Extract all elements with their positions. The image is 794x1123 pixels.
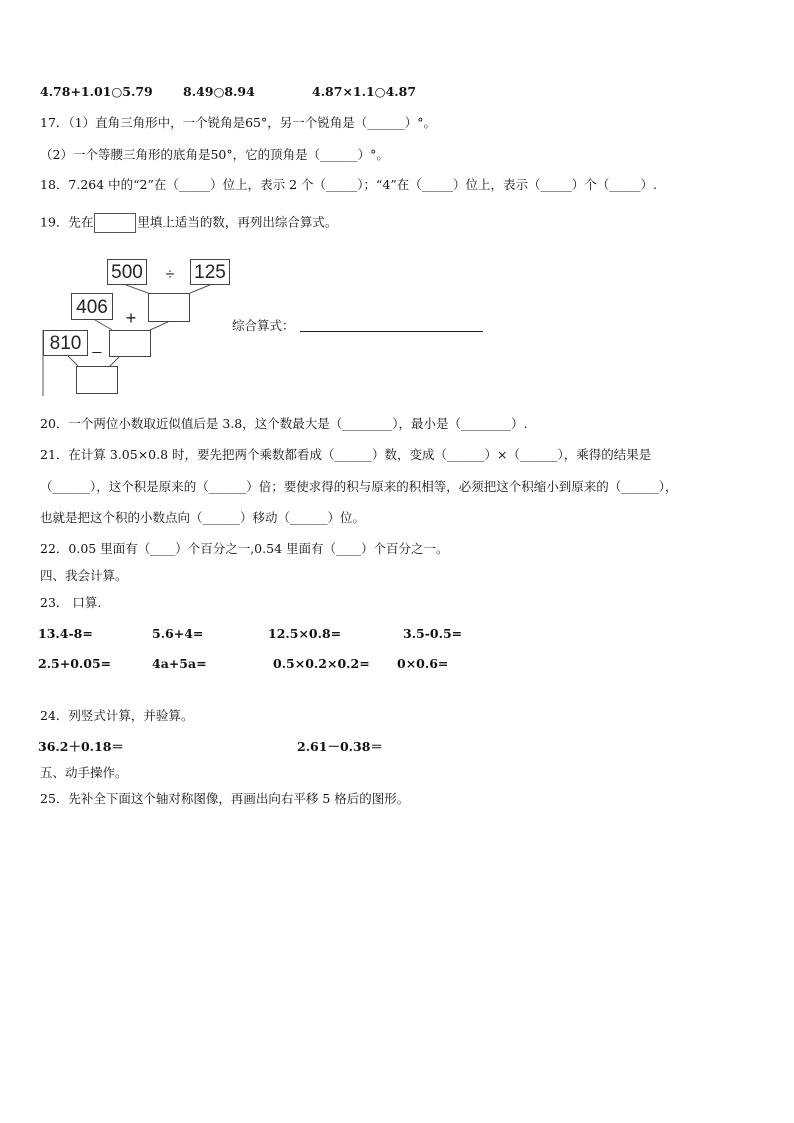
calculation-tree-lines <box>0 0 794 420</box>
question-22: 22．0.05 里面有（____）个百分之一,0.54 里面有（____）个百分之一。 <box>40 541 449 556</box>
vertical-calc-2: 2.61－0.38＝ <box>297 739 383 754</box>
mental-calc-1: 13.4-8= <box>38 626 93 641</box>
number-box-810: 810 <box>43 330 88 356</box>
section-5-title: 五、动手操作。 <box>40 765 128 780</box>
vertical-calc-1: 36.2＋0.18＝ <box>38 739 124 754</box>
question-21-line-1: 21．在计算 3.05×0.8 时，要先把两个乘数都看成（______）数，变成（______）×（______），乘得的结果是 <box>40 447 652 462</box>
mental-calc-4: 3.5-0.5= <box>403 626 463 641</box>
question-23-title: 23． 口算. <box>40 595 102 610</box>
formula-label: 综合算式： <box>232 318 295 333</box>
compare-expr-2: 8.49○8.94 <box>183 84 255 99</box>
formula-answer-line[interactable] <box>300 331 483 332</box>
section-4-title: 四、我会计算。 <box>40 568 128 583</box>
mental-calc-7: 0.5×0.2×0.2= <box>273 656 370 671</box>
question-19-suffix: 里填上适当的数，再列出综合算式。 <box>137 214 338 230</box>
answer-box-difference[interactable] <box>76 366 118 394</box>
mental-calc-5: 2.5+0.05= <box>38 656 112 671</box>
divide-sign: ÷ <box>165 266 175 283</box>
question-21-line-2: （______），这个积是原来的（______）倍；要使求得的积与原来的积相等，必须把这个积缩小到原来的（______）， <box>40 479 678 494</box>
number-box-406: 406 <box>71 293 113 320</box>
compare-expr-3: 4.87×1.1○4.87 <box>312 84 417 99</box>
answer-box-sum[interactable] <box>109 330 151 357</box>
question-25: 25．先补全下面这个轴对称图像，再画出向右平移 5 格后的图形。 <box>40 791 410 806</box>
question-20: 20．一个两位小数取近似值后是 3.8，这个数最大是（________），最小是（________）. <box>40 416 528 431</box>
plus-sign: + <box>125 308 137 328</box>
mental-calc-2: 5.6+4= <box>152 626 204 641</box>
question-18: 18．7.264 中的“2”在（_____）位上，表示 2 个（_____）；“4”在（_____）位上，表示（_____）个（_____）. <box>40 177 658 192</box>
minus-sign: _ <box>92 337 102 354</box>
question-21-line-3: 也就是把这个积的小数点向（______）移动（______）位。 <box>40 510 366 525</box>
mental-calc-8: 0×0.6= <box>397 656 449 671</box>
compare-expr-1: 4.78+1.01○5.79 <box>40 84 153 99</box>
question-17-part-1: 17．（1）直角三角形中，一个锐角是65°，另一个锐角是（______）°。 <box>40 115 437 130</box>
number-box-500: 500 <box>107 259 147 285</box>
mental-calc-3: 12.5×0.8= <box>268 626 342 641</box>
answer-box-quotient[interactable] <box>148 293 190 322</box>
number-box-125: 125 <box>190 259 230 285</box>
question-19-prefix: 19．先在 <box>40 214 94 230</box>
question-17-part-2: （2）一个等腰三角形的底角是50°，它的顶角是（______）°。 <box>40 147 389 162</box>
mental-calc-6: 4a+5a= <box>152 656 207 671</box>
question-24-title: 24．列竖式计算，并验算。 <box>40 708 194 723</box>
